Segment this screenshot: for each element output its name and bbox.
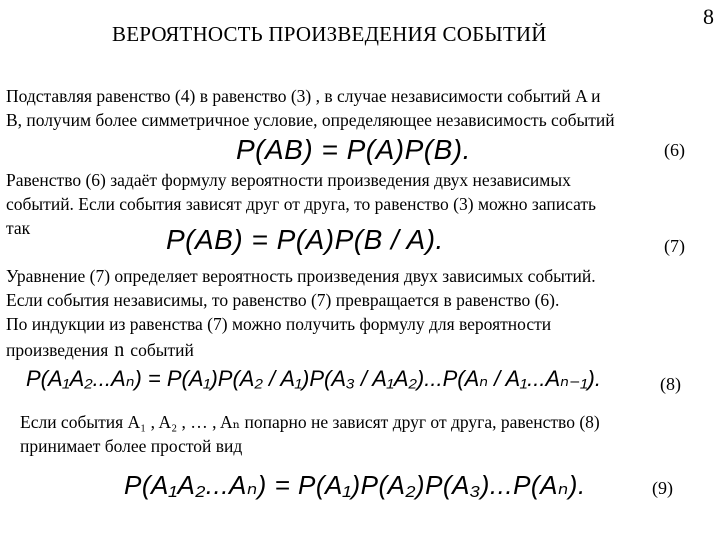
- formula-9: P(A₁A₂...Aₙ) = P(A₁)P(A₂)P(A₃)...P(Aₙ).: [124, 470, 586, 500]
- paragraph-3-word-proizvedeniya: произведения: [6, 340, 109, 360]
- paragraph-1-line-1: Подставляя равенство (4) в равенство (3) , в случае независимости событий A и: [6, 86, 601, 106]
- paragraph-3-line-3: По индукции из равенства (7) можно получить формулу для вероятности: [6, 314, 552, 334]
- paragraph-2-line-1: Равенство (6) задаёт формулу вероятности произведения двух независимых: [6, 170, 571, 190]
- formula-6: P(AB) = P(A)P(B).: [236, 134, 471, 165]
- paragraph-3-word-sobytiy: событий: [130, 340, 194, 360]
- equation-number-6: (6): [664, 140, 685, 160]
- paragraph-3-line-4: [6, 338, 708, 362]
- paragraph-2-line-2: событий. Если события зависят друг от друга, то равенство (3) можно записать: [6, 194, 597, 214]
- paragraph-2-line-3: так: [6, 218, 31, 238]
- equation-number-7: (7): [664, 236, 685, 256]
- equation-number-9: (9): [652, 478, 673, 498]
- formula-7: P(AB) = P(A)P(B / A).: [166, 224, 444, 255]
- page-number: 8: [703, 4, 714, 29]
- page-title: ВЕРОЯТНОСТЬ ПРОИЗВЕДЕНИЯ СОБЫТИЙ: [112, 22, 547, 46]
- paragraph-3-line-2: Если события независимы, то равенство (7) превращается в равенство (6).: [6, 290, 560, 310]
- n-variable: n: [114, 339, 125, 361]
- paragraph-3-line-1: Уравнение (7) определяет вероятность произведения двух зависимых событий.: [6, 266, 596, 286]
- paragraph-1-line-2: B, получим более симметричное условие, определяющее независимость событий: [6, 110, 615, 130]
- paragraph-4-line-2: принимает более простой вид: [20, 436, 243, 456]
- equation-number-8: (8): [660, 374, 681, 394]
- formula-8: P(A₁A₂...Aₙ) = P(A₁)P(A₂ / A₁)P(A₃ / A₁A₂)...P(Aₙ / A₁...Aₙ₋₁).: [26, 366, 601, 391]
- paragraph-4-line-1: Если события A₁ , A₂ , … , Aₙ попарно не зависят друг от друга, равенство (8): [20, 412, 600, 432]
